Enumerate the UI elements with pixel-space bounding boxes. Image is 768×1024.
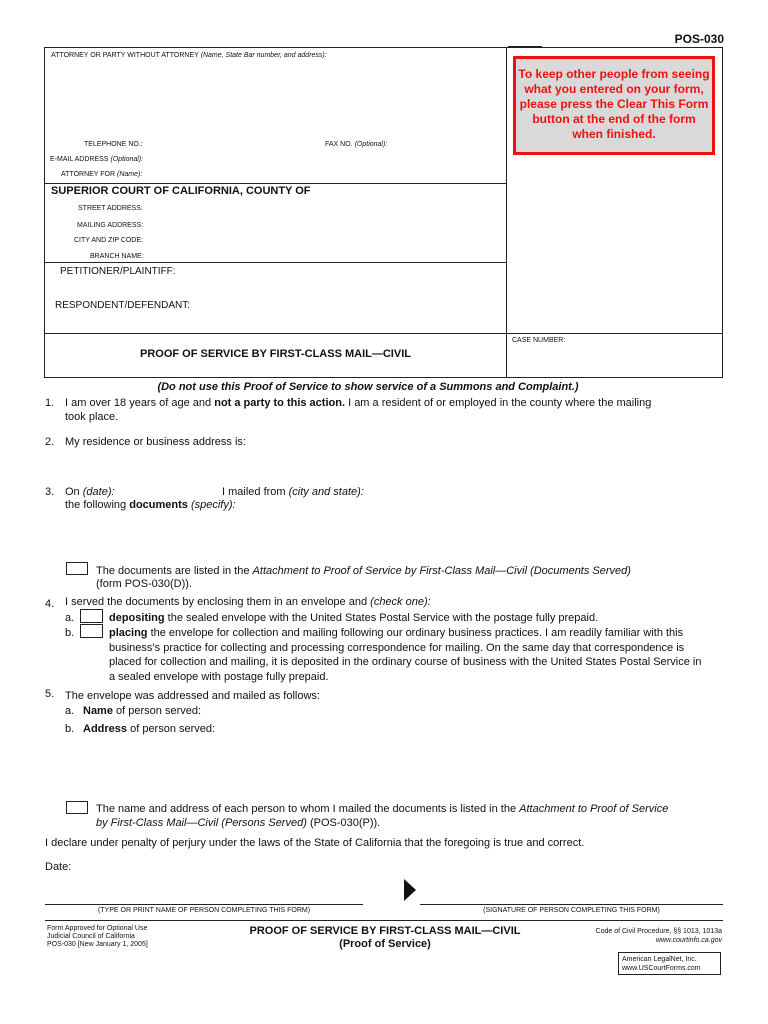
item5a-text: Name of person served:: [83, 705, 202, 717]
item4a-letter: a.: [65, 612, 75, 624]
attachment-persons-checkbox[interactable]: [66, 801, 88, 814]
branch-name-label: BRANCH NAME:: [90, 253, 144, 260]
clear-form-notice: To keep other people from seeing what you entered on your form, please press the Clear This Form button at the end of the form when finished.: [513, 56, 715, 155]
case-number-label: CASE NUMBER:: [512, 337, 566, 344]
item3-city-label: I mailed from (city and state):: [222, 486, 364, 498]
item1-text: I am over 18 years of age and not a party to this action. I am a resident of or employed in the county where the mailing: [65, 397, 652, 409]
declaration: I declare under penalty of perjury under the laws of the State of California that the foregoing is true and correct.: [45, 837, 585, 849]
warning: (Do not use this Proof of Service to show service of a Summons and Complaint.): [157, 381, 579, 393]
city-zip-label: CITY AND ZIP CODE:: [74, 237, 143, 244]
item1-number: 1.: [45, 397, 55, 409]
placing-checkbox[interactable]: [80, 624, 103, 638]
court-title: SUPERIOR COURT OF CALIFORNIA, COUNTY OF: [51, 185, 311, 197]
item3-number: 3.: [45, 486, 55, 498]
item5-text: The envelope was addressed and mailed as follows:: [65, 690, 320, 702]
respondent-label: RESPONDENT/DEFENDANT:: [55, 300, 191, 311]
date-label: Date:: [45, 861, 72, 873]
attachment-persons-text: The name and address of each person to whom I mailed the documents is listed in the Attachment to Proof of Service: [96, 803, 669, 815]
petitioner-label: PETITIONER/PLAINTIFF:: [60, 266, 176, 277]
item1-text-cont: took place.: [65, 411, 119, 423]
attorney-label: ATTORNEY OR PARTY WITHOUT ATTORNEY (Name, State Bar number, and address):: [51, 52, 327, 59]
name-line[interactable]: [45, 904, 363, 905]
item5b-text: Address of person served:: [83, 723, 216, 735]
item2-number: 2.: [45, 436, 55, 448]
item3-documents-label: the following documents (specify):: [65, 499, 236, 511]
attorney-for-label: ATTORNEY FOR (Name):: [61, 171, 143, 178]
item4b-letter: b.: [65, 627, 75, 639]
attachment-documents-form: (form POS-030(D)).: [96, 578, 192, 590]
email-label: E-MAIL ADDRESS (Optional):: [50, 156, 144, 163]
item5-number: 5.: [45, 688, 55, 700]
item4b-text-line4: a sealed envelope with postage fully prepaid.: [109, 671, 329, 683]
footer-left: Form Approved for Optional Use Judicial Council of California POS-030 [New January 1, 2005]: [47, 925, 148, 948]
item4-text: I served the documents by enclosing them in an envelope and (check one):: [65, 596, 431, 608]
street-address-label: STREET ADDRESS:: [78, 205, 143, 212]
item4-number: 4.: [45, 598, 55, 610]
item4a-text: depositing the sealed envelope with the United States Postal Service with the postage fully prepaid.: [109, 612, 599, 624]
item3-date-label: On (date):: [65, 486, 115, 498]
attachment-documents-checkbox[interactable]: [66, 562, 88, 575]
telephone-label: TELEPHONE NO.:: [84, 141, 143, 148]
signature-arrow-icon: [404, 879, 416, 901]
item5a-letter: a.: [65, 705, 75, 717]
item5b-letter: b.: [65, 723, 75, 735]
publisher-box: American LegalNet, Inc. www.USCourtForms.com: [618, 952, 721, 975]
fax-label: FAX NO. (Optional):: [325, 141, 388, 148]
form-number: POS-030: [674, 32, 724, 46]
item4b-text-line3: placed for collection and mailing, it is deposited in the ordinary course of business with the United States Postal Service in: [109, 656, 702, 668]
footer-title: PROOF OF SERVICE BY FIRST-CLASS MAIL—CIVIL (Proof of Service): [249, 925, 521, 950]
signature-caption: (SIGNATURE OF PERSON COMPLETING THIS FORM): [483, 907, 660, 914]
signature-line[interactable]: [420, 904, 723, 905]
form-title: PROOF OF SERVICE BY FIRST-CLASS MAIL—CIVIL: [140, 348, 411, 360]
attorney-box[interactable]: [44, 47, 507, 184]
mailing-address-label: MAILING ADDRESS:: [77, 222, 144, 229]
attachment-persons-text-cont: by First-Class Mail—Civil (Persons Served) (POS-030(P)).: [96, 817, 381, 829]
item4b-text-line2: business’s practice for collecting and processing correspondence for mailing. On the same day that correspondence is: [109, 642, 685, 654]
footer-divider: [45, 920, 723, 921]
depositing-checkbox[interactable]: [80, 609, 103, 623]
item2-text: My residence or business address is:: [65, 436, 246, 448]
item4b-text: placing the envelope for collection and mailing following our ordinary business practices. I am readily familiar with this: [109, 627, 684, 639]
footer-right: Code of Civil Procedure, §§ 1013, 1013a www.courtinfo.ca.gov: [595, 928, 722, 944]
name-caption: (TYPE OR PRINT NAME OF PERSON COMPLETING THIS FORM): [97, 907, 311, 914]
attachment-documents-text: The documents are listed in the Attachment to Proof of Service by First-Class Mail—Civil (Documents Served): [96, 565, 631, 577]
